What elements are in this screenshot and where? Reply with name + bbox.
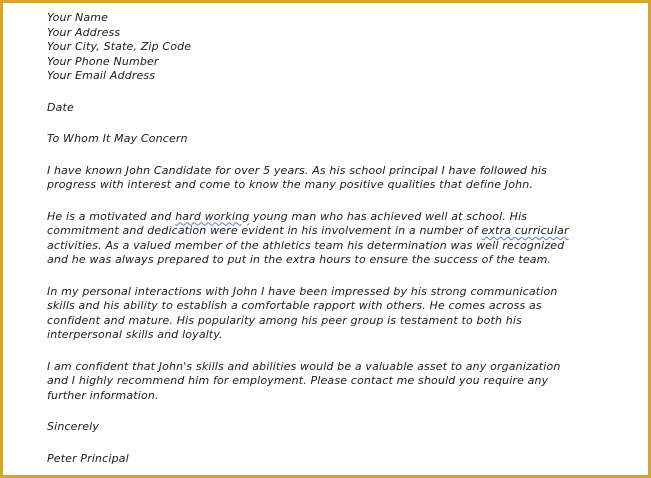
sender-email: Your Email Address xyxy=(47,69,156,83)
paragraph-line xyxy=(47,224,627,239)
spellcheck-phrase: hard working xyxy=(175,209,250,223)
text-run: He is a motivated and xyxy=(47,209,176,223)
sender-phone: Your Phone Number xyxy=(47,54,159,68)
spellcheck-phrase: extra curricular xyxy=(481,224,569,238)
salutation: To Whom It May Concern xyxy=(47,132,188,146)
paragraph-line: In my personal interactions with John I have been impressed by his strong communication xyxy=(47,284,558,298)
text-run: commitment and dedication were evident in his involvement in a number of xyxy=(47,224,482,238)
signature: Peter Principal xyxy=(47,451,129,465)
letter-body xyxy=(47,11,627,466)
paragraph-line: further information. xyxy=(47,389,159,403)
sender-city: Your City, State, Zip Code xyxy=(47,40,192,54)
paragraph-line: activities. As a valued member of the athletics team his determination was well recognized xyxy=(47,238,565,252)
paragraph-line xyxy=(47,210,627,225)
sender-address: Your Address xyxy=(47,25,121,39)
letter-date: Date xyxy=(47,100,74,114)
paragraph-3 xyxy=(47,285,627,343)
paragraph-4 xyxy=(47,360,627,404)
text-run: young man who has achieved well at school. His xyxy=(249,209,528,223)
paragraph-line: confident and mature. His popularity among his peer group is testament to both his xyxy=(47,313,522,327)
paragraph-line: progress with interest and come to know the many positive qualities that define John. xyxy=(47,178,534,192)
paragraph-line: I have known John Candidate for over 5 years. As his school principal I have followed his xyxy=(47,163,548,177)
paragraph-1 xyxy=(47,164,627,193)
paragraph-line: I am confident that John's skills and abilities would be a valuable asset to any organization xyxy=(47,359,561,373)
paragraph-line: interpersonal skills and loyalty. xyxy=(47,328,223,342)
sender-block xyxy=(47,11,627,84)
paragraph-2 xyxy=(47,210,627,268)
paragraph-line: skills and his ability to establish a comfortable rapport with others. He comes across as xyxy=(47,299,542,313)
paragraph-line: and I highly recommend him for employment. Please contact me should you require any xyxy=(47,374,549,388)
sender-name: Your Name xyxy=(47,11,109,24)
paragraph-line: and he was always prepared to put in the extra hours to ensure the success of the team. xyxy=(47,253,552,267)
closing: Sincerely xyxy=(47,420,100,434)
